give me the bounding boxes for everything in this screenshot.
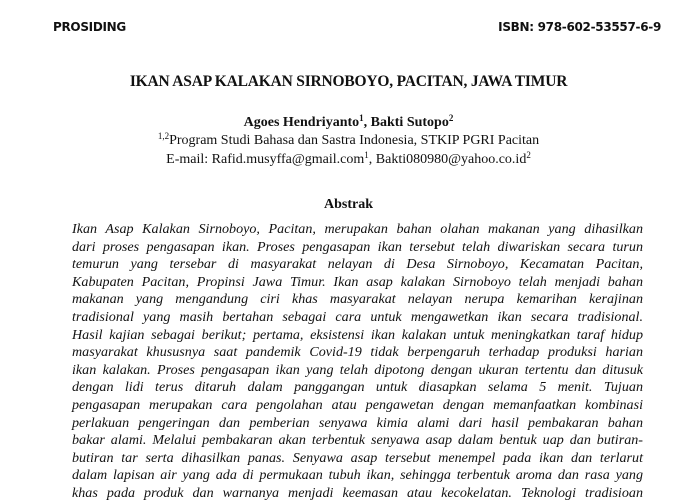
author-separator: ,: [363, 115, 371, 130]
abstract-line: Kabupaten Pacitan, Propinsi Jawa Timur. Ikan asap kalakan Sirnoboyo telah menjadi bahan: [72, 273, 643, 290]
abstract-line: Ikan Asap Kalakan Sirnoboyo, Pacitan, merupakan bahan olahan makanan yang dihasilkan: [72, 221, 643, 237]
paper-title: IKAN ASAP KALAKAN SIRNOBOYO, PACITAN, JAWA TIMUR: [129, 73, 568, 90]
email-marker: 2: [526, 150, 531, 160]
abstract-line: khas pada produk dan warnanya menjadi keemasan atau kecokelatan. Teknologi tradisioan: [72, 484, 643, 501]
email-separator: ,: [368, 152, 376, 167]
abstract-line: temurun yang tersebar di masyarakat nelayan di Desa Sirnoboyo, Kecamatan Pacitan,: [72, 256, 643, 273]
email-address: Rafid.musyffa@gmail.com: [211, 152, 365, 167]
abstract-heading: Abstrak: [323, 197, 373, 212]
author-name: Agoes Hendriyanto: [243, 115, 360, 130]
author-affiliation-marker: 1: [359, 113, 364, 123]
author-line: [0, 115, 697, 131]
page-header: [0, 20, 697, 38]
abstract-line: dalam lapisan air yang ada di permukaan tubuh ikan, sehingga terbentuk aroma dan rasa yang: [72, 467, 643, 484]
isbn-label: ISBN: 978-602-53557-6-9: [498, 20, 661, 34]
email-label: E-mail:: [166, 152, 212, 167]
author-affiliation-marker: 2: [448, 113, 454, 123]
abstract-line: bakar alami. Melalui pembakaran akan terbentuk senyawa asap dalam bentuk uap dan butiran-: [72, 432, 643, 449]
proceeding-label: PROSIDING: [53, 20, 126, 34]
abstract-line: masyarakat khususnya saat pandemik Covid-19 tidak berpengaruh terhadap produksi harian: [72, 344, 643, 361]
abstract-line: dari proses pengasapan ikan. Proses pengasapan ikan tersebut telah diwariskan secara turun: [72, 238, 643, 255]
email-address: Bakti080980@yahoo.co.id: [375, 152, 527, 167]
abstract-line: makanan yang mengandung ciri khas masyarakat nelayan nerupa kemarihan kerajinan: [72, 291, 643, 308]
abstract-line: Hasil kajian sebagai berikut; pertama, eksistensi ikan kalakan untuk meningkatkan taraf hidup: [72, 326, 643, 343]
affiliation-line: [0, 133, 697, 149]
abstract-line: tradisional yang masih bertahan sebagai cara untuk mengawetkan ikan secara tradisional.: [72, 308, 643, 325]
abstract-line: perlakuan pengeringan dan pemberian senyawa kimia alami dari hasil pembakaran bahan: [72, 414, 643, 431]
author-name: Bakti Sutopo: [370, 115, 449, 130]
abstract-line: dengan lidi terus ditaruh dalam panggangan untuk diasapkan selama 5 menit. Tujuan: [72, 379, 643, 396]
affiliation-text: Program Studi Bahasa dan Sastra Indonesia, STKIP PGRI Pacitan: [169, 133, 540, 148]
email-line: [0, 152, 697, 168]
affiliation-marker: 1,2: [157, 131, 170, 141]
abstract-line: butiran tar serta dihasilkan panas. Senyawa asap tersebut menempel pada ikan dan terlarut: [72, 449, 643, 466]
abstract-line: ikan kalakan. Proses pengasapan ikan yang telah dipotong dengan ukuran tertentu dan ditusuk: [72, 361, 643, 378]
abstract-body: [72, 221, 643, 503]
email-marker: 1: [364, 150, 369, 160]
abstract-line: pengasapan merupakan cara pengolahan atau pengawetan dengan memanfaatkan kombinasi: [72, 396, 643, 413]
